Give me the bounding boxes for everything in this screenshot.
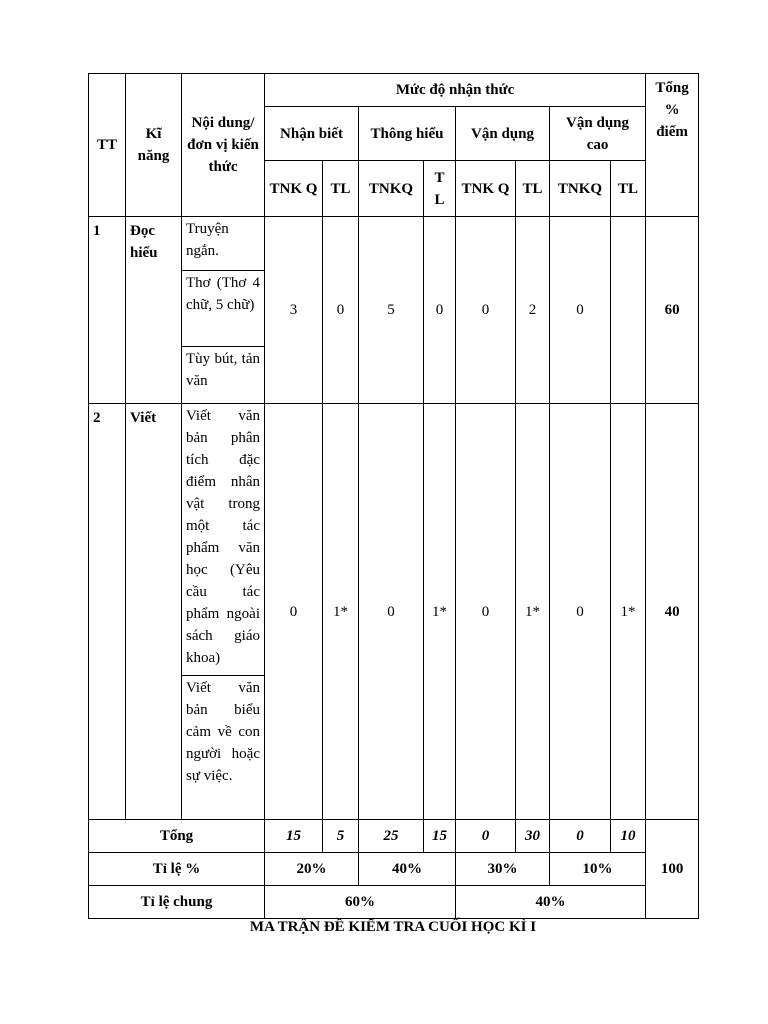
value-cell: 2 [516,217,550,404]
header-muc-do: Mức độ nhận thức [265,74,646,107]
ti-le-value: 10% [550,853,646,886]
header-row-1 [89,74,699,107]
content-cell: Tùy bút, tản văn [182,347,265,404]
header-noi-dung: Nội dung/đơn vị kiến thức [182,74,265,217]
assessment-matrix-table [88,73,699,919]
level-nhan-biet: Nhận biết [265,107,359,161]
content-cell: Thơ (Thơ 4 chữ, 5 chữ) [182,271,265,347]
tong-value: 25 [359,820,424,853]
ti-le-label: Tỉ lệ % [89,853,265,886]
tong-value: 5 [323,820,359,853]
ti-le-value: 30% [456,853,550,886]
tong-label: Tổng [89,820,265,853]
header-ki-nang: Kĩ năng [126,74,182,217]
content-cell: Truyện ngắn. [182,217,265,271]
row-tt: 1 [89,217,126,404]
value-cell [611,217,646,404]
row-total: 60 [646,217,699,404]
value-cell: 5 [359,217,424,404]
tong-value: 15 [265,820,323,853]
tong-value: 0 [456,820,516,853]
level-van-dung-cao: Vận dụng cao [550,107,646,161]
sub-header: TNK Q [456,161,516,217]
grand-total: 100 [646,820,699,919]
value-cell: 0 [424,217,456,404]
sub-header: TL [516,161,550,217]
document-caption: MA TRẬN ĐỀ KIỂM TRA CUỐI HỌC KÌ I [249,919,537,935]
content-cell: Viết văn bản biểu cảm về con người hoặc sự việc. [182,676,265,820]
ti-le-chung-value: 60% [265,886,456,919]
header-tong: Tổng % điểm [646,74,699,217]
sub-header: TL [611,161,646,217]
tong-value: 30 [516,820,550,853]
ti-le-chung-row [89,886,699,919]
sub-header: TNKQ [359,161,424,217]
level-van-dung: Vận dụng [456,107,550,161]
value-cell: 3 [265,217,323,404]
tong-value: 15 [424,820,456,853]
sub-header: TNKQ [550,161,611,217]
value-cell: 0 [550,217,611,404]
header-tt: TT [89,74,126,217]
value-cell: 0 [323,217,359,404]
tong-row [89,820,699,853]
sub-header: TNK Q [265,161,323,217]
tong-value: 10 [611,820,646,853]
value-cell: 1* [323,404,359,820]
value-cell: 0 [456,217,516,404]
value-cell: 1* [611,404,646,820]
tong-value: 0 [550,820,611,853]
row-total: 40 [646,404,699,820]
level-thong-hieu: Thông hiểu [359,107,456,161]
ti-le-value: 20% [265,853,359,886]
sub-header: T L [424,161,456,217]
ti-le-chung-value: 40% [456,886,646,919]
ti-le-row [89,853,699,886]
content-cell: Viết văn bản phân tích đặc điểm nhân vật trong một tác phẩm văn học (Yêu cầu tác phẩm ngoài sách giáo khoa) [182,404,265,676]
value-cell: 1* [516,404,550,820]
ti-le-chung-label: Tỉ lệ chung [89,886,265,919]
value-cell: 0 [359,404,424,820]
table-row [89,404,699,676]
sub-header: TL [323,161,359,217]
table-row [89,217,699,271]
row-skill: Đọc hiểu [126,217,182,404]
row-skill: Viết [126,404,182,820]
value-cell: 0 [265,404,323,820]
row-tt: 2 [89,404,126,820]
value-cell: 0 [456,404,516,820]
ti-le-value: 40% [359,853,456,886]
value-cell: 1* [424,404,456,820]
value-cell: 0 [550,404,611,820]
